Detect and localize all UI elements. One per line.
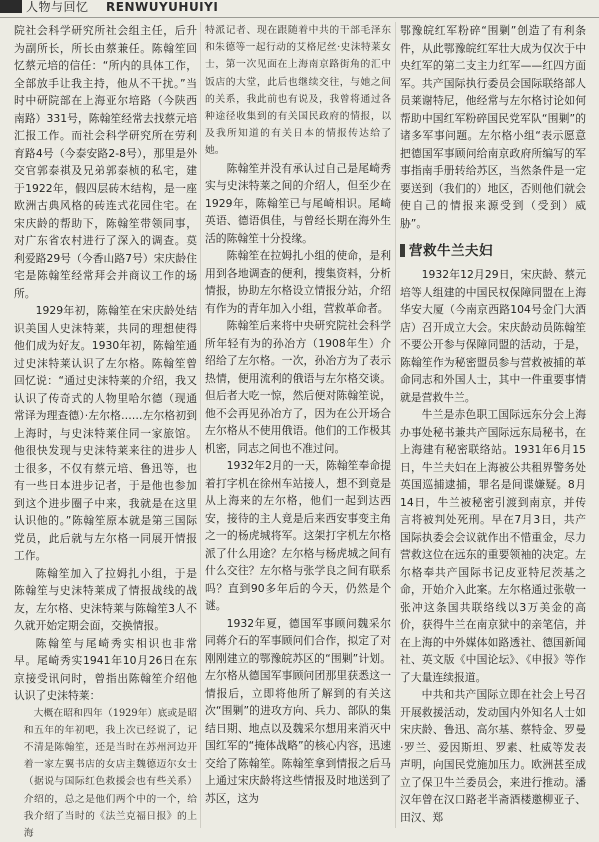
column-3-top — [400, 22, 586, 232]
article-paragraph: 1932年12月29日，宋庆龄、蔡元培等人组建的中国民权保障同盟在上海华安大厦（今南京西路104号金门大酒店）召开成立大会。宋庆龄动员陈翰笙不要公开参与保障同盟的活动，于是，陈翰笙作为秘密盟员参与营救被捕的革命同志和外国人士，其中一件重要事情就是营救牛兰。 — [400, 266, 586, 406]
article-paragraph: 1932年夏，德国军事顾问魏采尔同蒋介石的军事顾问们合作，拟定了对刚刚建立的鄂豫皖苏区的“围剿”计划。左尔格从德国军事顾问团那里获悉这一情报后，立即将他所了解到的有关这次“围剿”的进攻方向、兵力、部队的集结日期、地点以及魏采尔想用来消灭中国红军的“掩体战略”的核心内容，迅速交给了陈翰笙。陈翰笙拿到情报之后马上通过宋庆龄将这些情报及时地送到了苏区，这为 — [205, 615, 391, 808]
article-paragraph: 1929年初，陈翰笙在宋庆龄处结识美国人史沫特莱，共同的理想使得他们成为好友。1930年初，陈翰笙通过史沫特莱认识了左尔格。陈翰笙曾回忆说：“通过史沫特莱的介绍，我又认识了传奇式的人物里哈尔德（现通常译为理查德）·左尔格……左尔格初到上海时，与史沫特莱住同一家旅馆。他很快发现与史沫特莱来往的进步人士很多，不仅有蔡元培、鲁迅等，也有一些日本进步记者，于是他也参加到这个进步圈子中来，我就是在这里认识他的。”陈翰笙原本就是第三国际党员，此后就与左尔格一同展开情报工作。 — [14, 302, 197, 565]
article-paragraph: 特派记者、现在跟随着中共的干部毛泽东和朱德等一起行动的艾格尼丝·史沫特莱女士，第一次见面在上海南京路街角的汇中饭店的大堂，此后也继续交往，与她之间的关系，我此前也有说及，我曾将通过各种途径收集到的有关国民政府的情报，以及我所知道的有关日本的情报传达给了她。 — [205, 22, 391, 160]
article-paragraph: 院社会科学研究所社会组主任，后升为副所长，所长由蔡兼任。陈翰笙回忆蔡元培的信任：“所内的具体工作，全部放手让我主持，他从不干扰。”当时中研院部在上海亚尔培路（今陕西南路）331号，陈翰笙经常去找蔡元培汇报工作。而社会科学研究所在劳利育路4号（今泰安路2-8号），那里是外交官郭泰祺及兄弟郭泰桢的私宅，建于1922年，假四层砖木结构，是一座欧洲古典风格的砖连式花园住宅。在宋庆龄的帮助下，陈翰笙带领同事，对广东省农村进行了深入的调查。莫利爱路29号（今香山路7号）宋庆龄住宅是陈翰笙经常拜会并商议工作的场所。 — [14, 22, 197, 302]
article-column-1 — [14, 22, 197, 842]
column-divider — [395, 22, 396, 828]
article-paragraph: 陈翰笙与尾崎秀实相识也非常早。尾崎秀实1941年10月26日在东京接受讯问时，曾指出陈翰笙介绍他认识了史沫特莱： — [14, 635, 197, 705]
heading-marker — [400, 244, 405, 257]
column-3-bottom — [400, 266, 586, 826]
article-paragraph: 陈翰笙后来将中央研究院社会科学所年轻有为的孙冶方（1908年生）介绍给了左尔格。一次，孙冶方为了表示热情，便用流利的俄语与左尔格交谈。但后者大吃一惊，然后便对陈翰笙说，他不会再见孙冶方了，因为在公开场合左尔格从不使用俄语。他们的工作极其机密，同志之间也不准过问。 — [205, 317, 391, 457]
article-paragraph: 陈翰笙并没有承认过自己是尾崎秀实与史沫特莱之间的介绍人，但至少在1929年，陈翰笙已与尾崎相识。尾崎英语、德语俱佳，与曾经长期在海外生活的陈翰笙十分投缘。 — [205, 160, 391, 248]
page-header — [0, 0, 599, 18]
article-paragraph: 陈翰笙加入了拉姆扎小组，于是陈翰笙与史沫特莱成了情报战线的战友，左尔格、史沫特莱与陈翰笙3人不久就开始定期会面，交换情报。 — [14, 565, 197, 635]
article-paragraph: 大概在昭和四年（1929年）底或是昭和五年的年初吧，我上次已经说了，记不清是陈翰笙，还是当时在苏州河边开着一家左翼书店的女店主魏德迈尔女士（据说与国际红色救援会也有些关系）介绍的，总之是他们两个中的一个，给我介绍了当时的《法兰克福日报》的上海 — [14, 705, 197, 842]
article-column-2 — [205, 22, 391, 807]
article-paragraph: 鄂豫皖红军粉碎“围剿”创造了有利条件，从此鄂豫皖红军壮大成为仅次于中央红军的第二支主力红军——红四方面军。共产国际执行委员会国际联络部人员莱谢特尼，他经常与左尔格讨论如何帮助中国红军粉碎国民党军队“围剿”的诸多军事问题。左尔格小组“表示愿意把德国军事顾问给南京政府所编写的军事指南手册转给苏区，当然条件是一定要送到（我们的）地区，否则他们就会使自己的情报来源受到（受到）威胁”。 — [400, 22, 586, 232]
article-paragraph: 陈翰笙在拉姆扎小组的使命，是利用到各地调查的便利，搜集资料，分析情报，协助左尔格设立情报分站，介绍有作为的青年加入小组，营救革命者。 — [205, 247, 391, 317]
section-heading-text: 营救牛兰夫妇 — [409, 243, 493, 259]
article-paragraph: 中共和共产国际立即在社会上号召开展救援活动，发动国内外知名人士如宋庆龄、鲁迅、高尔基、蔡特金、罗曼·罗兰、爱因斯坦、罗素、杜威等发表声明，向国民党施加压力。欧洲甚至成立了保卫牛兰委员会，来进行推动。潘汉年曾在汉口路老半斋酒楼邀柳亚子、田汉、郑 — [400, 686, 586, 826]
header-marker — [0, 0, 22, 13]
article-column-3 — [400, 22, 586, 826]
article-paragraph: 1932年2月的一天，陈翰笙奉命提着打字机在徐州车站接人，想不到竟是从上海来的左尔格，他们一起到达西安，接待的主人竟是后来西安事变主角之一的杨虎城将军。这架打字机左尔格派了什么用途？左尔格与杨虎城之间有什么交往？左尔格与张学良之间有联系吗？直到90多年后的今天，仍然是个谜。 — [205, 457, 391, 615]
section-heading — [400, 242, 586, 260]
section-title: 人物与回忆 — [26, 0, 89, 15]
article-paragraph: 牛兰是赤色职工国际远东分会上海办事处秘书兼共产国际远东局秘书，在上海建有秘密联络站。1931年6月15日，牛兰夫妇在上海被公共租界警务处英国巡捕逮捕，罪名是间谍嫌疑。8月14日，牛兰被秘密引渡到南京，并传言将被判处死刑。早在7月3日，共产国际执委会会议就作出不惜重金，尽力营救这位在远东的重要领袖的决定。左尔格奉共产国际书记皮亚特尼茨基之命，开始介入此案。左尔格通过张敬一张冲这条国共联络线以3万美金的高价，获得牛兰在南京狱中的亲笔信，并在上海的中外媒体如路透社、德国新闻社、英文版《中国论坛》、《申报》等作了大量连续报道。 — [400, 406, 586, 686]
column-divider — [200, 22, 201, 828]
section-title-english: RENWUYUHUIYI — [106, 0, 218, 15]
